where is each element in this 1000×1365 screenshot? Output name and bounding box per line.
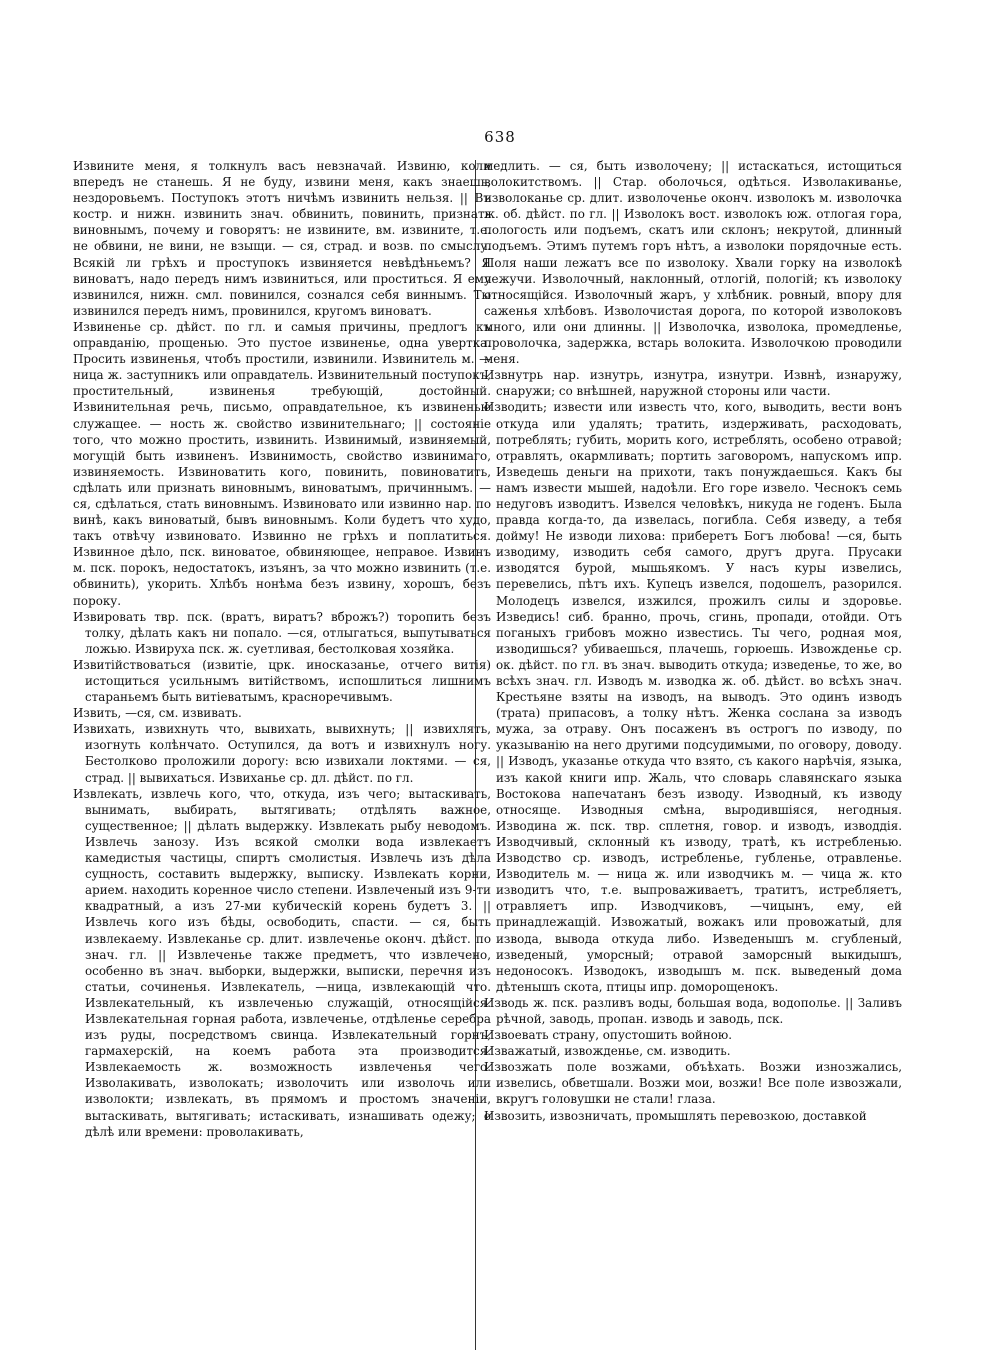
entry-izvikhat: Извихать, извихнуть что, вывихать, вывихнуть; || извихлять, изогнуть колѣнчато. Оступился, да вотъ и извихнулъ ногу. Бестолково проложили дорогу: всю извихали локтями. — ся, страд. || вывихаться. Извиханье ср. дл. дѣйст. по гл. <box>73 722 491 785</box>
entry-izvirovat: Извировать твр. пск. (вратъ, виратъ? вброжъ?) торопить безъ толку, дѣлать какъ ни попало. —ся, отлыгаться, выпутываться ложью. Извируха пск. ж. суетливая, бестолковая хозяйка. <box>73 609 491 656</box>
entry-izvinite: Извините меня, я толкнулъ васъ невзначай. Извиню, коли впередъ не станешь. Я не буду, извини меня, какъ знаешь, нездоровьемъ. Поступокъ этотъ ничѣмъ извинить нельзя. || Въ костр. и нижн. извинить знач. обвинить, повинить, признать виновнымъ, почему и говорятъ: не извините, вм. извините, т.е. не обвини, не вини, не взыщи. — ся, страд. и возв. по смыслу. Всякій ли грѣхъ и проступокъ извиняется невѣдѣньемъ? Я виноватъ, надо передъ нимъ извиниться, или проститься. Я ему извинился, нижн. смл. повинился, сознался себя виннымъ. Ты извинился передъ нимъ, провинился, кругомъ виноватъ. <box>73 159 491 318</box>
entry-medlit: медлить. — ся, быть изволочену; || истаскаться, истощиться волокитствомъ. || Стар. оболочься, одѣться. Изволакиванье, изволоканье ср. длит. изволоченье оконч. изволокъ м. изволочка ж. об. дѣйст. по гл. || Изволокъ вост. изволокъ юж. отлогая гора, пологость или подъемъ, скатъ или склонъ; некрутой, длинный подъемъ. Этимъ путемъ горъ нѣтъ, а изволоки порядочные есть. Поля наши лежатъ все по изволоку. Хвали горку на изволокѣ лежучи. Изволочный, наклонный, отлогій, пологій; къ изволоку относящійся. Изволочный жаръ, у хлѣбник. ровный, впору для саженья хлѣбовъ. Изволочистая дорога, по которой изволоковъ много, или они длинны. || Изволочка, изволока, промедленье, проволочка, задержка, встарь волокита. Изволочкою проводили меня. <box>484 159 902 367</box>
entry-izvozit: Извозить, извозничать, промышлять перевозкою, доставкой <box>484 1108 867 1123</box>
entry-izvodit: Изводить; извести или известь что, кого, выводить, вести вонъ откуда или удалять; тратить, издерживать, расходовать, потреблять; губить, морить кого, истреблять, особено отравой; отравлять, окармливать; портить заговоромъ, напускомъ ипр. Изведешь деньги на прихоти, такъ понуждаешься. Какъ бы намъ извести мышей, надоѣли. Его горе извело. Чеснокъ семь недуговъ изводитъ. Извелся человѣкъ, никуда не годенъ. Была правда когда-то, да извелась, погибла. Себя изведу, а тебя дойму! Не изводи лихова: приберетъ Богъ любова! —ся, быть изводиму, изводить себя самого, другъ друга. Прусаки изводятся бурой, мышьякомъ. У насъ куры извелись, перевелись, пѣтъ ихъ. Купецъ извелся, подошелъ, разорился. Молодецъ извелся, изжился, прожилъ силы и здоровье. Изведись! сиб. бранно, прочь, сгинь, пропади, отойди. Отъ поганыхъ грибовъ можно известись. Ты чего, родная моя, изводишься? убиваешься, плачешь, горюешь. Извожденье ср. ок. дѣйст. по гл. въ знач. выводить откуда; изведенье, то же, во всѣхъ знач. гл. Изводъ м. изводка ж. об. дѣйст. во всѣхъ знач. Крестьяне взяты на изводъ, на выводъ. Это одинъ изводъ (трата) припасовъ, а толку нѣтъ. Женка сослана за изводъ мужа, за отраву. Онъ посаженъ въ острогъ по изводу, по указыванію на него другими подсудимыми, по оговору, доводу. || Изводъ, указанье откуда что взято, съ какого нарѣчія, языка, изъ какой книги ипр. Жаль, что словарь славянскаго языка Востокова напечатанъ безъ изводу. Изводный, къ изводу относяще. Изводныя смѣна, выродившіяся, негодныя. Изводина ж. пск. твр. сплетня, говор. и изводъ, изводдія. Изводчивый, склонный къ изводу, тратѣ, къ истребленью. Изводство ср. изводъ, истребленье, губленье, отравленье. Изводитель м. — ница ж. или изводчикъ м. — чица ж. кто изводитъ что, т.е. выпроваживаетъ, тратитъ, истребляетъ, отравляетъ ипр. Изводчиковъ, —чицынъ, ему, ей принадлежащій. Извожатый, вожакъ или провожатый, для извода, вывода откуда либо. Изведенышъ м. сгубленый, изведеный, уморсный; отравой заморсный выкидышъ, недоносокъ. Изводокъ, изводышъ м. пск. выведеный дома дѣтенышъ скота, птицы ипр. доморощенокъ. <box>484 400 902 994</box>
entry-izvoevat: Извоевать страну, опустошить войною. <box>484 1028 733 1043</box>
entry-izvlekat: Извлекать, извлечь кого, что, откуда, изъ чего; вытаскивать, вынимать, выбирать, вытягивать; отдѣлять важное, существенное; || дѣлать выдержку. Извлекать рыбу неводомъ. Извлечь занозу. Изъ всякой смолки вода извлекаетъ камедистыя частицы, спиртъ смолистыя. Извлечь изъ дѣла сущность, составить выдержку, выписку. Извлекать корни, арием. находить коренное число степени. Извлеченый изъ 9-ти квадратный, а изъ 27-ми кубическій корень будетъ 3. || Извлечь кого изъ бѣды, освободить, спасти. — ся, быть извлекаему. Извлеканье ср. длит. извлеченье оконч. дѣйст. по знач. гл. || Извлеченье также предметъ, что извлечено, особенно въ знач. выборки, выдержки, выписки, перечня изъ статьи, сочиненья. Извлекатель, —ница, извлекающій что. Извлекательный, къ извлеченью служащій, относящійся. Извлекательная горная работа, извлеченье, отдѣленье серебра изъ руды, посредствомъ свинца. Извлекательный горнъ, гармахерскій, на коемъ работа эта производится. Извлекаемость ж. возможность извлеченья чего. Изволакивать, изволокать; изволочить или изволочь или изволокти; извлекать, въ прямомъ и простомъ значеніи, вытаскивать, вытягивать; истаскивать, изнашивать одежу; о дѣлѣ или времени: проволакивать, <box>73 786 491 1139</box>
entry-izvod: Изводь ж. пск. разливъ воды, большая вода, водополье. || Заливъ рѣчной, заводь, пропан. изводь и заводь, пск. <box>484 995 902 1026</box>
entry-izvazhatyy: Изважатый, извожденье, см. изводить. <box>484 1044 731 1059</box>
page-number: 638 <box>484 128 516 146</box>
right-column <box>484 158 902 1353</box>
entry-izvnutr: Извнутрь нар. изнутрь, изнутра, изнутри. Извнѣ, изнаружу, снаружи; со внѣшней, наружной стороны или части. <box>484 368 902 399</box>
entry-izvitiystvovatsya: Извитійствоваться (извитіе, црк. иносказанье, отчего витія) истощиться усильнымъ витійствомъ, испошлиться лишнимъ стараньемъ быть витіеватымъ, красноречивымъ. <box>73 657 491 705</box>
entry-izvozzhat: Извозжать поле возжами, объѣхать. Возжи изнозжались, извелись, обветшали. Возжи мои, возжи! Все поле извозжали, вкругъ головушки не стали! глаза. <box>484 1060 902 1107</box>
entry-izvinene: Извиненье ср. дѣйст. по гл. и самыя причины, предлогъ къ оправданію, прощенью. Это пустое извиненье, одна увертка. Просить извиненья, чтобъ простили, извинили. Извинитель м. —ница ж. заступникъ или оправдатель. Извинительный поступокъ, простительный, извиненья требующій, достойный. Извинительная речь, письмо, оправдательное, къ извиненью служащее. — ность ж. свойство извинительнаго; || состояніе того, что можно простить, извинить. Извинимый, извиняемый, могущій быть извиненъ. Извинимость, свойство извинимаго, извиняемость. Извиноватить кого, повинить, повиноватить, сдѣлать или признать виновнымъ, виноватымъ, причиннымъ. —ся, сдѣлаться, стать виновнымъ. Извиновато или извинно нар. по винѣ, какъ виноватый, бывъ виновнымъ. Коли будетъ что худо, такъ отвѣчу извиновато. Извинно не грѣхъ и поплатиться. Извинное дѣло, пск. виноватое, обвиняющее, неправое. Извинъ м. пск. порокъ, недостатокъ, изъянъ, за что можно извинить (т.е. обвинить), укорить. Хлѣбъ нонѣма безъ извину, хорошъ, безъ пороку. <box>73 319 491 608</box>
entry-izvit: Извить, —ся, см. извивать. <box>73 706 242 721</box>
left-column <box>73 158 491 1353</box>
